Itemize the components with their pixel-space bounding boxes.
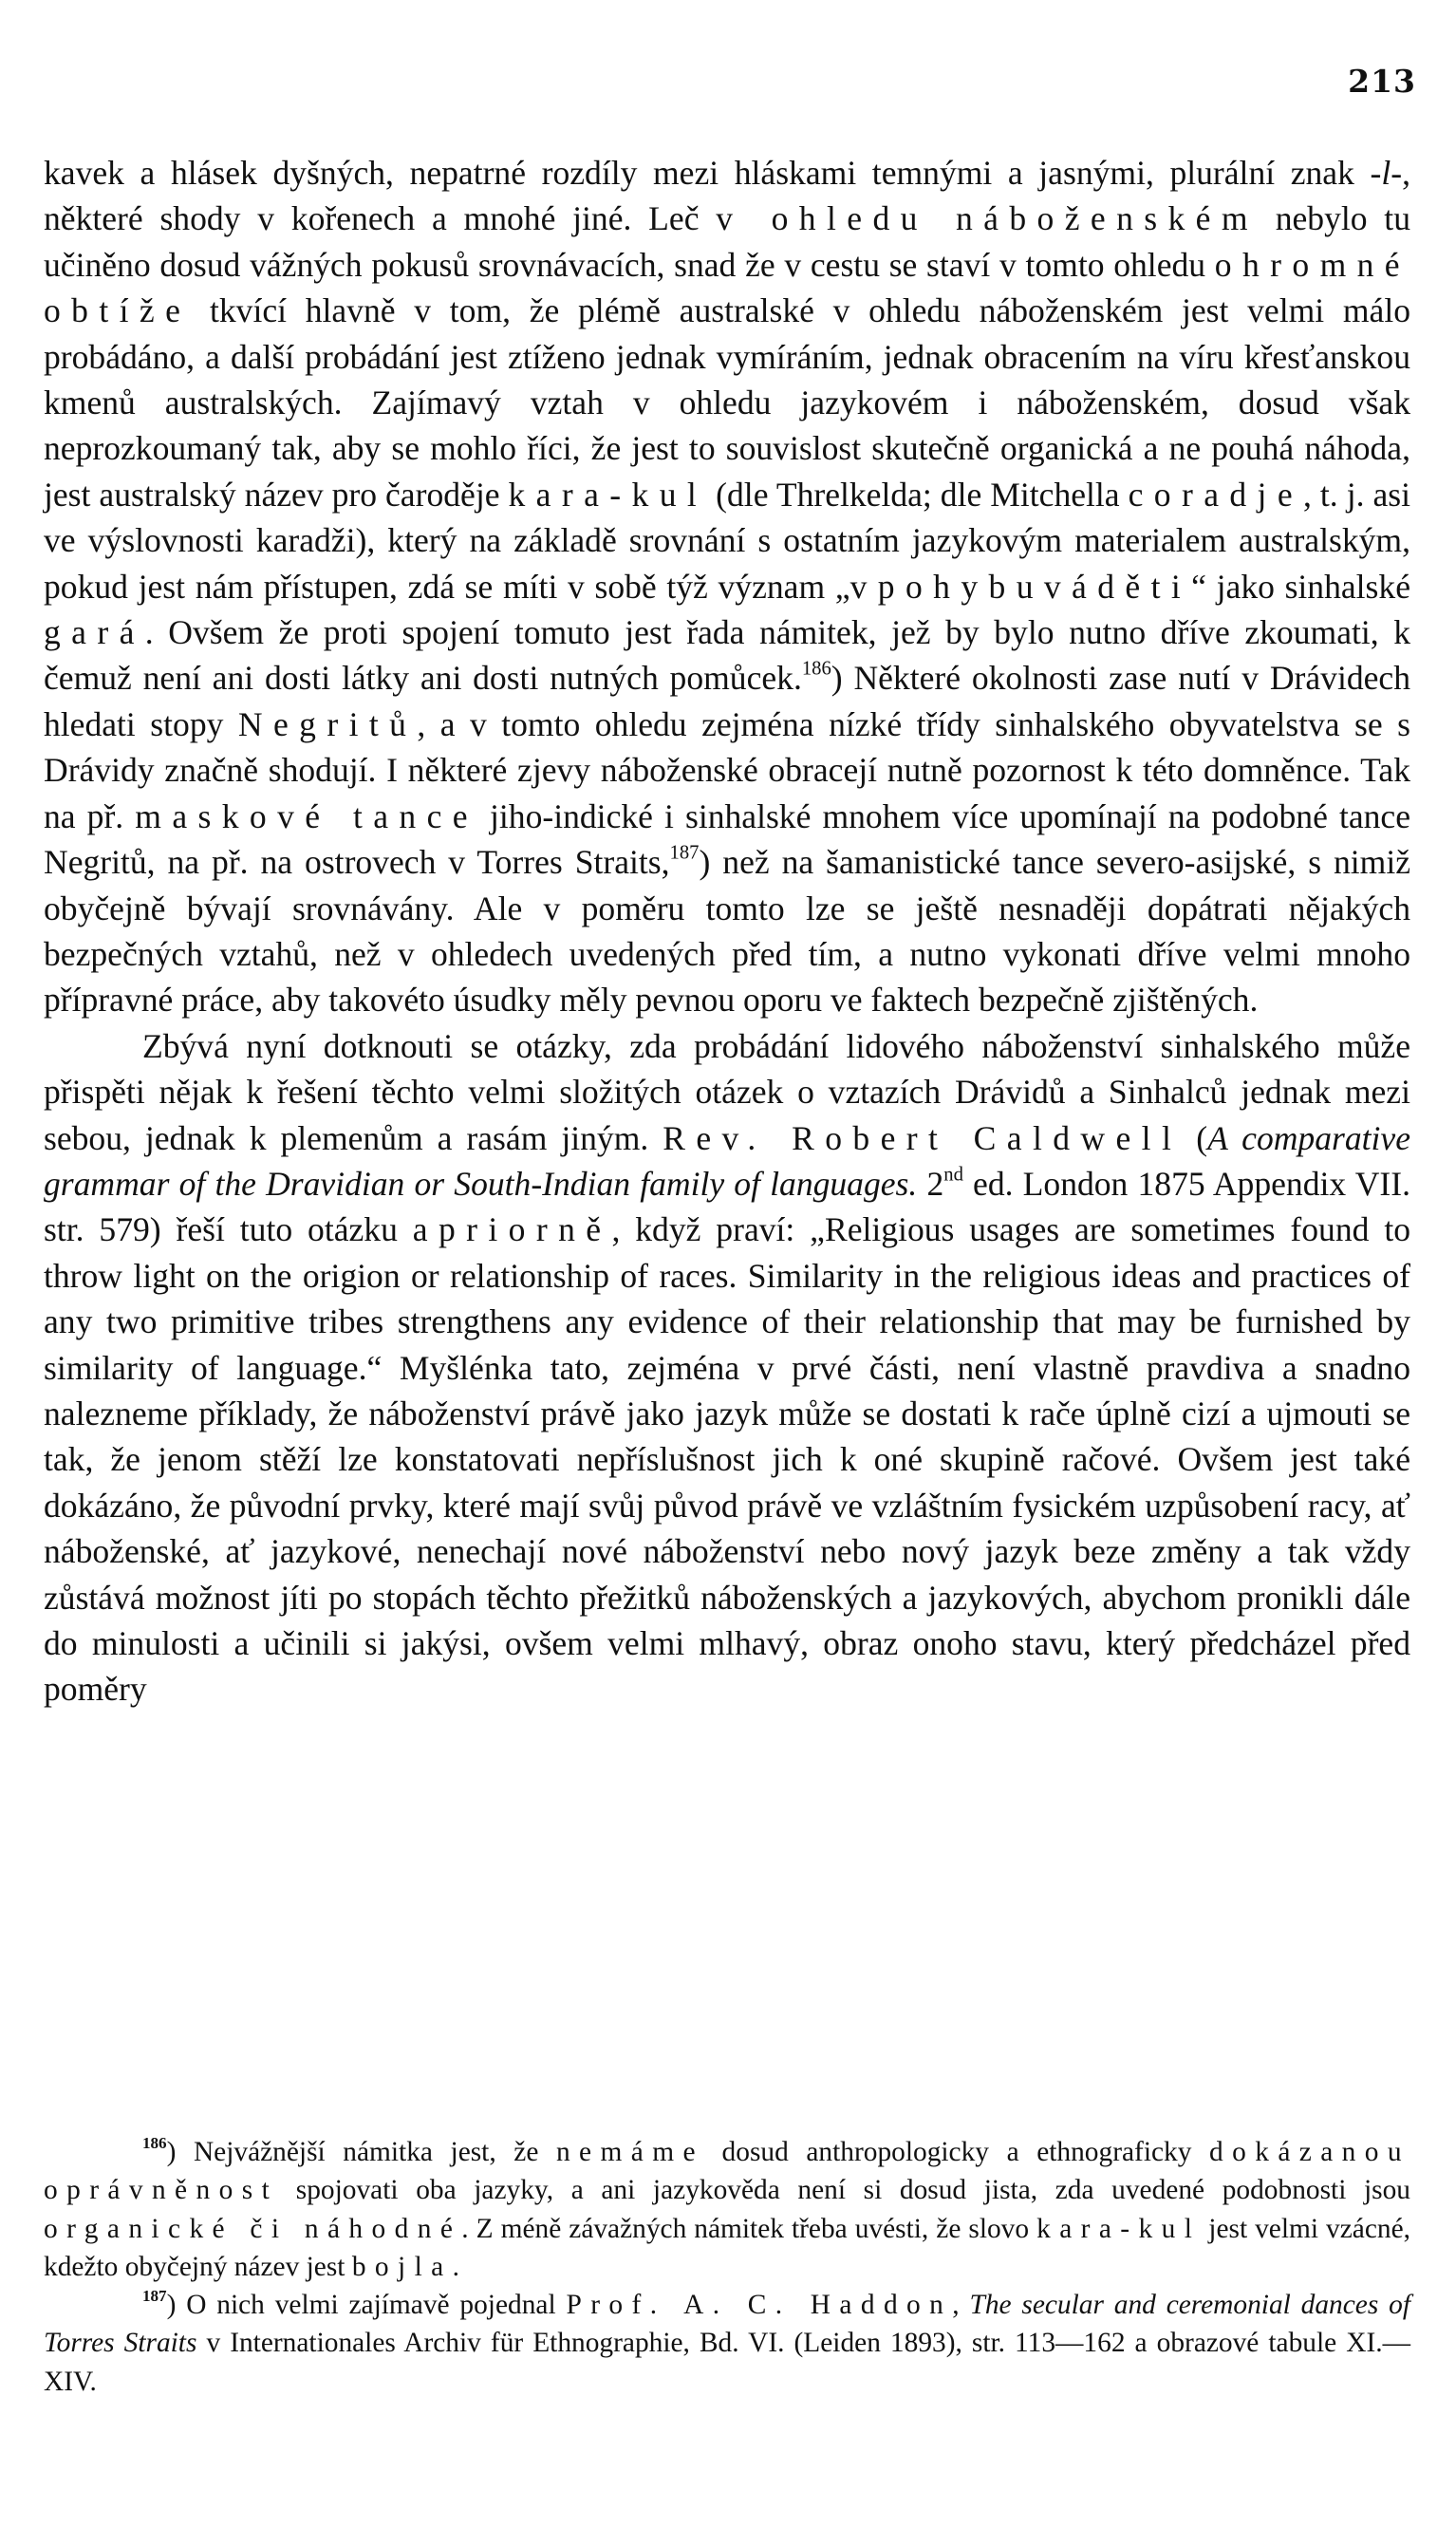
text-run: , t. j. asi ve výslovnosti karadži), který na základě srovnání s ostatním jazykovým materialem australským, pokud jest nám přístupen, zdá se míti v sobě týž význam „ [44, 475, 1410, 606]
spaced-text: nemáme [555, 2137, 704, 2167]
spaced-text: Prof. A. C. Haddon [566, 2290, 953, 2321]
text-run: jiho-indické i sinhalské mnohem více upomínají na podobné tance Negritů, na př. na ostrovech v Torres Straits, [44, 796, 1410, 882]
italic-text: The secular and ceremonial dances of Torres Straits [44, 2290, 1410, 2359]
text-run: nebylo tu učiněno dosud vážných pokusů srovnávacích, snad že v cestu se staví v tomto ohledu [44, 199, 1410, 284]
text-run: 2 [917, 1164, 944, 1203]
spaced-text: coradje [1128, 475, 1304, 514]
note-ref: 186 [142, 2134, 167, 2153]
text-run: v Internationales Archiv für Ethnographie, Bd. VI. (Leiden 1893), str. 113—162 a obrazové tabule XI.—XIV. [44, 2328, 1410, 2397]
footnote-186 [44, 2133, 1410, 2286]
text-run: ( [1182, 1118, 1208, 1157]
text-run: , a v tomto ohledu zejména nízké třídy sinhalského obyvatelstva se s Drávidy značně shodují. I některé zjevy náboženské obracejí nutně pozornost k této domněnce. Tak na př. [44, 704, 1411, 835]
text-run: Zbývá nyní dotknouti se otázky, zda probádání lidového náboženství sinhalského může přispěti nějak k řešení těchto velmi složitých otázek o vztazích Drávidů a Sinhalců jednak mezi sebou, jednak k plemenům a rasám jiným. [44, 1026, 1410, 1157]
note-ref: 187 [669, 842, 700, 864]
text-run: ) Některé okolnosti zase nutí v Drávidech hledati stopy [44, 659, 1410, 743]
text-run: jest velmi vzácné, kdežto obyčejný název jest [44, 2213, 1410, 2282]
italic-text: -l- [1370, 154, 1403, 192]
footnotes [44, 2133, 1410, 2401]
spaced-text: apriorně [412, 1210, 612, 1249]
page-number: 213 [1348, 63, 1416, 100]
spaced-text: Rev. Robert Caldwell [663, 1118, 1183, 1157]
spaced-text: gará [44, 613, 145, 652]
paragraph [44, 150, 1410, 1023]
text-run: ) než na šamanistické tance severo-asijské, s nimiž obyčejně bývají srovnávány. Ale v poměru tomto lze se ještě nesnaději dopátrati nějakých bezpečných vztahů, než v ohledech uvedených před tím, a nutno vykonati dříve velmi mnoho přípravné práce, aby takovéto úsudky měly pevnou oporu ve faktech bezpečně zjištěných. [44, 843, 1411, 1020]
spaced-text: v ohledu náboženském [716, 199, 1259, 238]
spaced-text: Negritů [237, 704, 418, 743]
paragraph [44, 1023, 1410, 1713]
text-run: spojovati oba jazyky, a ani jazykověda není si dosud jista, zda uvedené podobnosti jsou [278, 2175, 1410, 2206]
text-run: , [952, 2290, 970, 2321]
note-ref: 186 [801, 658, 831, 680]
text-run: tkvící hlavně v tom, že plémě australské v ohledu náboženském jest velmi málo probádáno, a další probádání jest ztíženo jednak vymíráním, jednak obracením na víru křesťanskou kmenů australských. Zajímavý vztah v ohledu jazykovém i náboženském, dosud však neprozkoumaný tak, aby se mohlo říci, že jest to souvislost skutečně organická a ne pouhá náhoda, jest australský název pro čaroděje [44, 291, 1410, 514]
text-run: ed. London 1875 Appendix VII. str. 579) řeší tuto otázku [44, 1164, 1410, 1249]
footnote-187 [44, 2286, 1410, 2401]
spaced-text: kara-kul [1036, 2213, 1202, 2244]
spaced-text: maskové tance [135, 796, 478, 835]
spaced-text: dokázanou oprávněnost [44, 2137, 1410, 2206]
text-run: . Ovšem že proti spojení tomuto jest řada námitek, jež by bylo nutno dříve zkoumati, k čemuž není ani dosti látky ani dosti nutných pomůcek. [44, 613, 1410, 698]
text-run: (dle Threlkelda; dle Mitchella [707, 475, 1129, 514]
text-run: ) Nejvážnější námitka jest, že [166, 2137, 556, 2167]
italic-text: A comparative grammar of the Dravidian or South-Indian family of languages. [44, 1118, 1410, 1203]
spaced-text: kara-kul [508, 475, 708, 514]
note-ref: 187 [142, 2287, 167, 2306]
text-run: , některé shody v kořenech a mnohé jiné. Leč [44, 154, 1410, 238]
text-run: , když praví: „Religious usages are sometimes found to throw light on the origion or relationship of races. Similarity in the religious ideas and practices of any two primitive tribes strengthens any evidence of their relationship that may be furnished by similarity of language.“ Myšlénka tato, zejména v prvé části, není vlastně pravdiva a snadno nalezneme příklady, že náboženství právě jako jazyk může se dostati k rače úplně cizí a ujmouti se tak, že jenom stěží lze konstatovati nepříslušnost jich k oné skupině račové. Ovšem jest také dokázáno, že původní prvky, které mají svůj původ právě ve vzláštním fysickém uzpůsobení racy, ať náboženské, ať jazykové, nenechají nové náboženství nebo nový jazyk beze změny a tak vždy zůstává možnost jíti po stopách těchto přežitků náboženských a jazykových, abychom pronikli dále do minulosti a učinili si jakýsi, ovšem velmi mlhavý, obraz onoho stavu, který předcházel před poměry [44, 1210, 1410, 1709]
note-ref: nd [943, 1164, 963, 1186]
text-run: ) O nich velmi zajímavě pojednal [166, 2290, 567, 2321]
spaced-text: bojla [351, 2251, 453, 2282]
spaced-text: vpohybuváděti [849, 567, 1192, 606]
text-run: . [452, 2251, 459, 2282]
text-run: dosud anthropologicky a ethnograficky [703, 2137, 1210, 2167]
spaced-text: organické či náhodné [44, 2213, 462, 2244]
text-run: . Z méně závažných námitek třeba uvésti, že slovo [461, 2213, 1037, 2244]
body-text [44, 150, 1410, 1713]
text-run: kavek a hlásek dyšných, nepatrné rozdíly mezi hláskami temnými a jasnými, plurální znak [44, 154, 1371, 192]
text-run: “ jako sinhalské [1191, 567, 1410, 606]
spaced-text: ohromné obtíže [44, 245, 1410, 330]
